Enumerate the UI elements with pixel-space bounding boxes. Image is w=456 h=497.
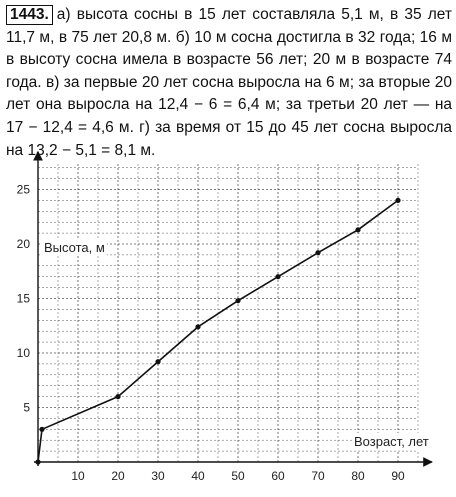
x-tick-label: 70 <box>311 469 325 483</box>
y-tick-label: 5 <box>23 400 30 415</box>
solution-body: а) высота сосны в 15 лет составляла 5,1 м, в 35 лет 11,7 м, в 75 лет 20,8 м. б) 10 м сосна достигла в 32 года; 16 м в высоту сосна имела в возрасте 56 лет; 20 м в возрасте 74 года. в) за первые 20 лет сосна выросла на 6 м; за вторые 20 лет она выросла на 12,4 − 6 = 6,4 м; за третьи 20 лет — на 17 − 12,4 = 4,6 м. г) за время от 15 до 45 лет сосна выросла на 13,2 − 5,1 = 8,1 м. <box>6 6 452 159</box>
y-tick-label: 10 <box>16 346 30 360</box>
data-point <box>235 298 240 303</box>
x-axis-label: Возраст, лет <box>354 434 429 449</box>
x-tick-label: 30 <box>151 469 165 483</box>
grid <box>38 164 418 462</box>
data-point <box>195 324 200 329</box>
axis-labels <box>42 239 431 450</box>
x-tick-label: 50 <box>231 469 245 483</box>
x-tick-label: 80 <box>351 469 365 483</box>
data-point <box>39 427 44 432</box>
problem-number: 1443. <box>6 5 53 25</box>
x-tick-label: 10 <box>71 469 85 483</box>
y-tick-label: 15 <box>16 291 30 306</box>
data-point <box>395 198 400 203</box>
x-tick-label: 60 <box>271 469 285 483</box>
y-axis-label: Высота, м <box>44 240 105 255</box>
y-tick-label: 20 <box>16 237 30 251</box>
data-point <box>275 274 280 279</box>
data-point <box>155 359 160 364</box>
data-point <box>315 250 320 255</box>
chart-container <box>0 182 456 492</box>
y-tick-label: 25 <box>16 182 30 197</box>
solution-text <box>6 4 452 162</box>
data-point <box>115 394 120 399</box>
height-age-chart <box>0 182 456 492</box>
data-point <box>355 227 360 232</box>
x-tick-label: 20 <box>111 469 125 483</box>
x-tick-label: 90 <box>391 469 405 483</box>
x-tick-label: 40 <box>191 469 205 483</box>
data-point <box>35 459 40 464</box>
